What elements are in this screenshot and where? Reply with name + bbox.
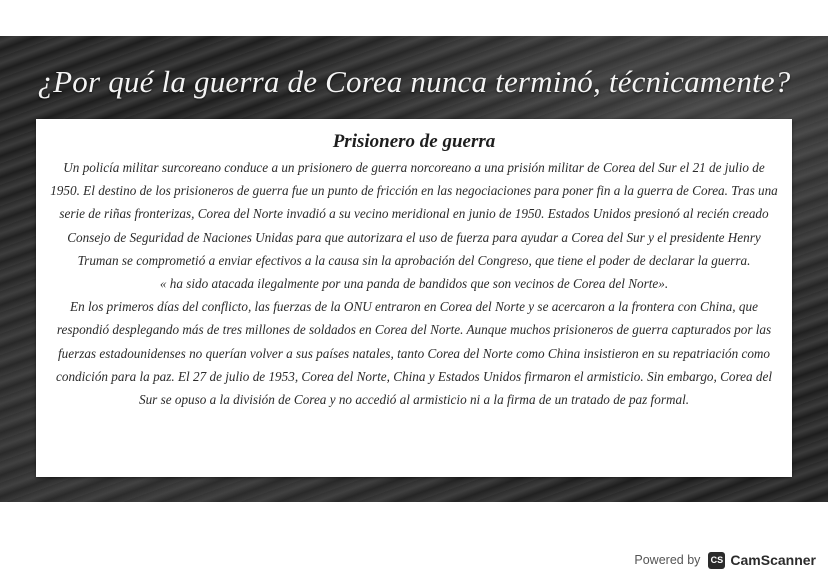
card-paragraph-intro: Un policía militar surcoreano conduce a un prisionero de guerra norcoreano a una prisión militar de Corea del Sur el 21 de julio de 1950. El destino de los prisioneros de guerra fue un punto de fricción en las negociaciones para poner fin a la guerra de Corea. Tras una serie de riñas fronterizas, Corea del Norte invadió a su vecino meridional en junio de 1950. Estados Unidos presionó al recién creado Consejo de Seguridad de Naciones Unidas para que autorizara el uso de fuerza para ayudar a Corea del Sur y el presidente Henry Truman se comprometió a enviar efectivos a la causa sin la aprobación del Congreso, que tiene el poder de declarar la guerra. bbox=[50, 160, 778, 268]
camscanner-brand: CamScanner bbox=[730, 552, 816, 568]
camscanner-watermark bbox=[634, 547, 816, 573]
slide-background bbox=[0, 36, 828, 502]
powered-by-label: Powered by bbox=[634, 553, 701, 567]
camscanner-logo bbox=[708, 552, 816, 569]
content-card bbox=[36, 119, 792, 477]
card-paragraph-conflict: En los primeros días del conflicto, las fuerzas de la ONU entraron en Corea del Norte y se acercaron a la frontera con China, que respondió desplegando más de tres millones de soldados en Corea del Norte. Aunque muchos prisioneros de guerra capturados por las fuerzas estadounidenses no querían volver a sus países natales, tanto Corea del Norte como China insistieron en su repatriación como condición para la paz. El 27 de julio de 1953, Corea del Norte, China y Estados Unidos firmaron el armisticio. Sin embargo, Corea del Sur se opuso a la división de Corea y no accedió al armisticio ni a la firma de un tratado de paz formal. bbox=[56, 299, 772, 408]
card-heading: Prisionero de guerra bbox=[332, 131, 496, 152]
card-paragraph-quote: « ha sido atacada ilegalmente por una panda de bandidos que son vecinos de Corea del Norte». bbox=[159, 276, 669, 292]
camscanner-icon: CS bbox=[708, 552, 725, 569]
slide-title: ¿Por qué la guerra de Corea nunca terminó, técnicamente? bbox=[37, 64, 791, 99]
card-body bbox=[50, 156, 778, 411]
